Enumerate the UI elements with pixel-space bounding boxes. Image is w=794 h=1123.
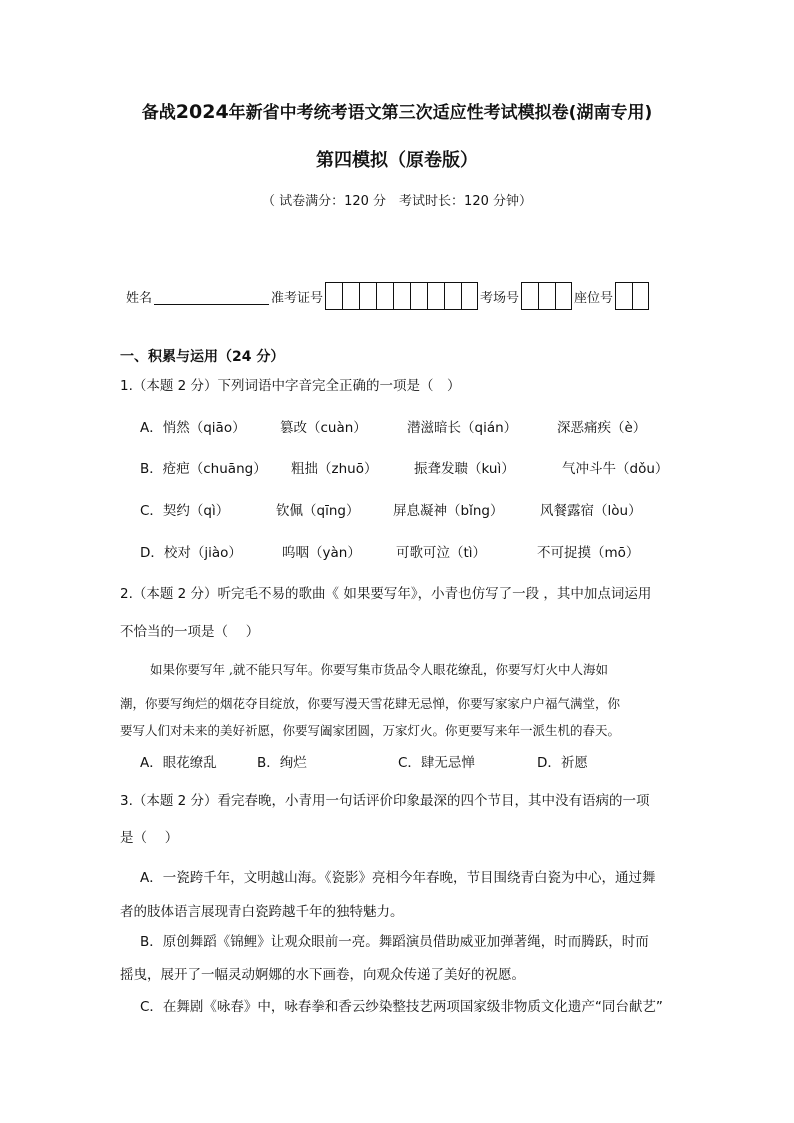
q1-option-c2: 钦佩（qīng）: [276, 503, 360, 519]
q1-option-c4: 风餐露宿（lòu）: [540, 503, 642, 519]
page-title: [0, 98, 794, 123]
page-subtitle: 第四模拟（原卷版）: [316, 150, 478, 171]
q3-option-c-line1: C．在舞剧《咏春》中，咏春拳和香云纱染整技艺两项国家级非物质文化遗产“同台献艺”: [140, 999, 663, 1015]
q1-option-d3: 可歌可泣（tì）: [396, 545, 487, 561]
room-label: 考场号: [480, 290, 520, 306]
title-suffix: 年新省中考统考语文第三次适应性考试模拟卷(湖南专用): [228, 103, 653, 123]
q3-option-a-line2: 者的肢体语言展现青白瓷跨越千年的独特魅力。: [120, 904, 404, 920]
q1-option-a4: 深恶痛疾（è）: [557, 420, 647, 436]
name-field[interactable]: [154, 288, 269, 305]
q2-passage-line3: 要写人们对未来的美好祈愿，你要写阖家团圆，万家灯火。你更要写来年一派生机的春天。: [120, 723, 621, 738]
q3-option-a-line1: A．一瓷跨千年，文明越山海。《瓷影》亮相今年春晚，节目围绕青白瓷为中心，通过舞: [140, 870, 656, 886]
exam-no-label: 准考证号: [271, 290, 324, 306]
name-label: 姓名: [126, 290, 153, 306]
q2-passage-line2: 潮，你要写绚烂的烟花夺目绽放，你要写漫天雪花肆无忌惮，你要写家家户户福气满堂，你: [120, 696, 621, 711]
q1-option-b4: 气冲斗牛（dǒu）: [562, 461, 669, 477]
q2-option-a: A．眼花缭乱: [140, 755, 217, 771]
q1-option-a3: 潜滋暗长（qián）: [407, 420, 518, 436]
seat-boxes[interactable]: [615, 282, 649, 310]
q2-passage-line1: 如果你要写年 ,就不能只写年。你要写集市货品令人眼花缭乱，你要写灯火中人海如: [150, 662, 608, 677]
room-boxes[interactable]: [521, 282, 572, 310]
q1-option-d2: 呜咽（yàn）: [282, 545, 361, 561]
q2-option-d: D．祈愿: [537, 755, 588, 771]
q1-option-b3: 振聋发聩（kuì）: [414, 461, 515, 477]
seat-label: 座位号: [574, 290, 614, 306]
title-year: 2024: [175, 101, 229, 123]
q1-option-d4: 不可捉摸（mō）: [537, 545, 640, 561]
q2-option-c: C．肆无忌惮: [398, 755, 475, 771]
q2-stem-line1: 2.（本题 2 分）听完毛不易的歌曲《 如果要写年》，小青也仿写了一段 ，其中加点词运用: [120, 586, 652, 602]
q2-stem-line2: 不恰当的一项是（ ）: [120, 624, 260, 640]
q3-option-b-line2: 摇曳，展开了一幅灵动婀娜的水下画卷，向观众传递了美好的祝愿。: [120, 967, 525, 983]
section-heading: 一、积累与运用（24 分）: [120, 349, 285, 365]
q1-option-b2: 粗拙（zhuō）: [291, 461, 378, 477]
q1-stem: 1.（本题 2 分）下列词语中字音完全正确的一项是（ ）: [120, 378, 461, 394]
q3-option-b-line1: B．原创舞蹈《锦鲤》让观众眼前一亮。舞蹈演员借助威亚加弹著绳，时而腾跃，时而: [140, 934, 649, 950]
q1-option-c3: 屏息凝神（bǐng）: [393, 503, 504, 519]
candidate-info: [126, 280, 651, 312]
q3-stem-line2: 是（ ）: [120, 830, 179, 846]
q1-option-a2: 篡改（cuàn）: [280, 420, 367, 436]
exam-no-boxes[interactable]: [325, 282, 478, 310]
q3-stem-line1: 3.（本题 2 分）看完春晚，小青用一句话评价印象最深的四个节目，其中没有语病的一项: [120, 793, 650, 809]
q1-option-c1: C．契约（qì）: [140, 503, 230, 519]
q1-option-d1: D．校对（jiào）: [140, 545, 242, 561]
exam-meta: （ 试卷满分：120 分 考试时长：120 分钟）: [261, 194, 533, 209]
q1-option-a1: A．悄然（qiāo）: [140, 420, 246, 436]
q2-option-b: B．绚烂: [257, 755, 307, 771]
q1-option-b1: B．疮疤（chuāng）: [140, 461, 267, 477]
title-prefix: 备战: [141, 103, 176, 123]
